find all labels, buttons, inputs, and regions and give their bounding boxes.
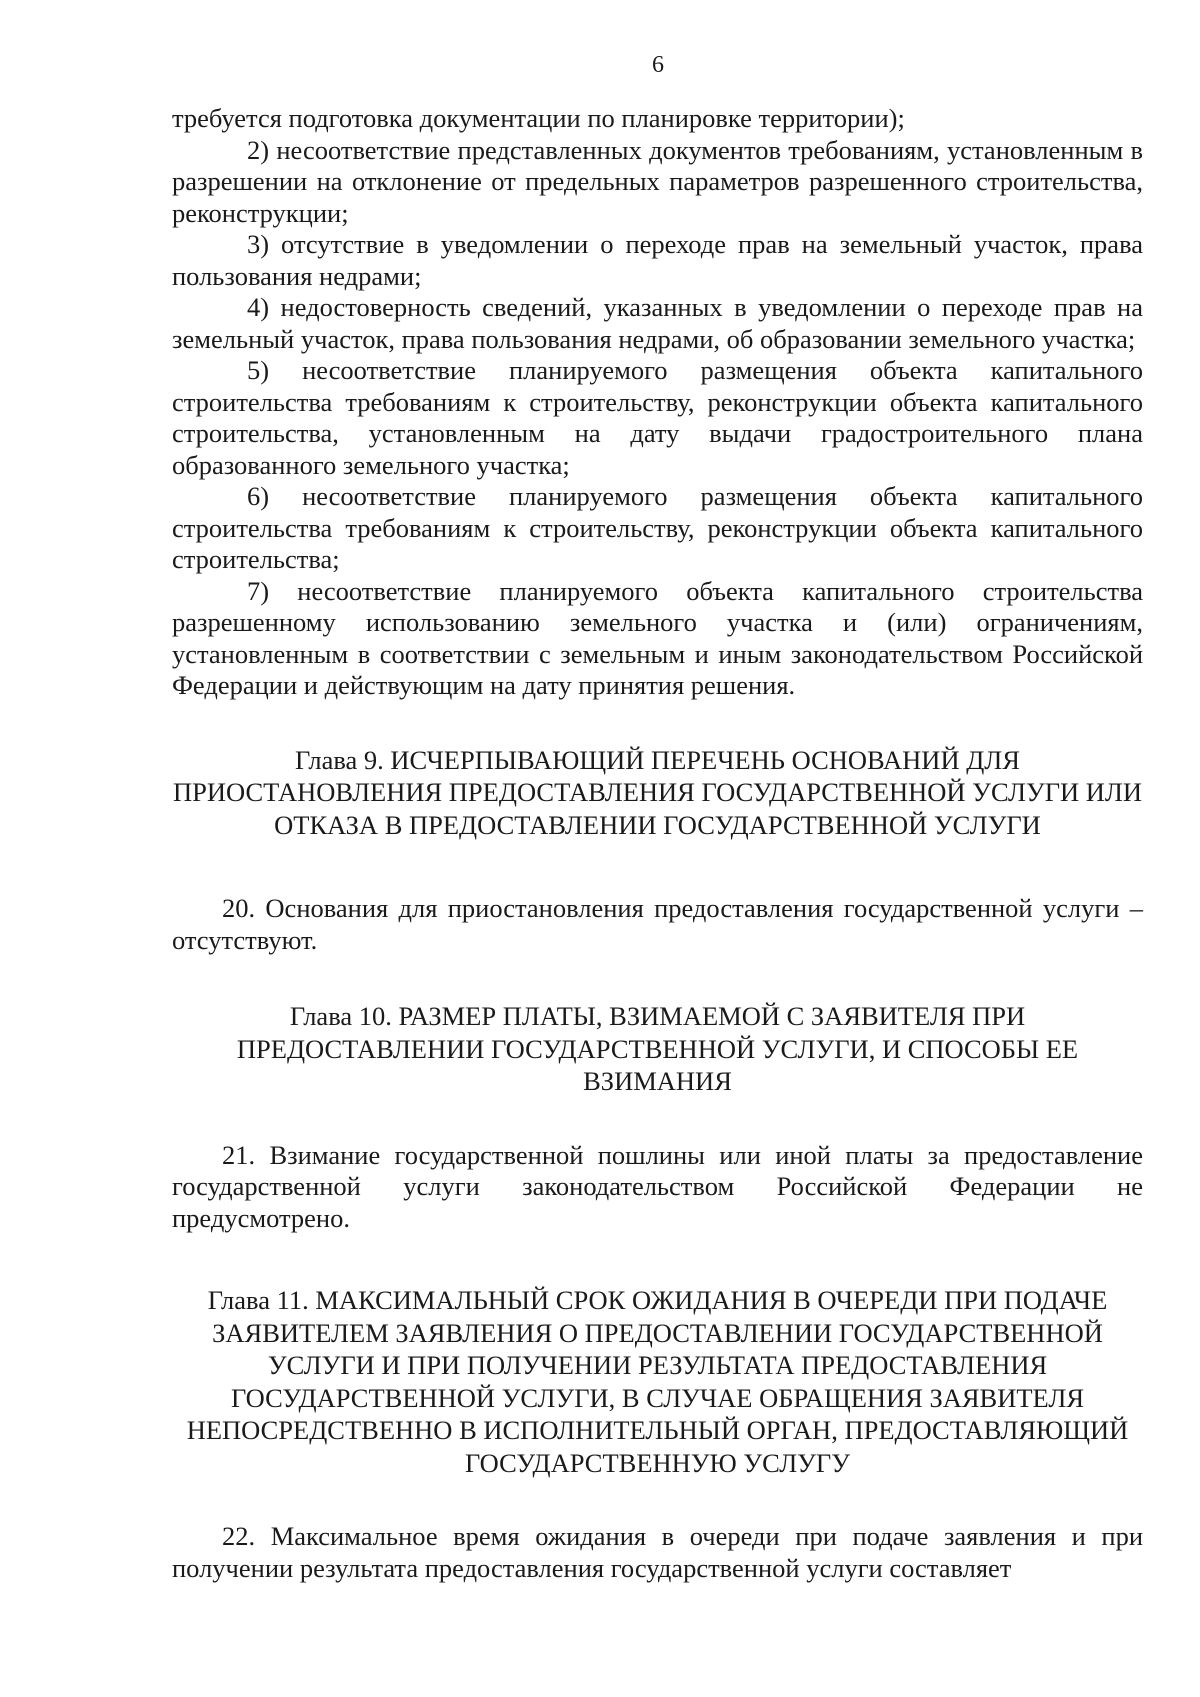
paragraph-21: 21. Взимание государственной пошлины или иной платы за предоставление государственной услуги законодательством Российской Федерации не предусмотрено.: [172, 1139, 1143, 1233]
paragraph-20: 20. Основания для приостановления предоставления государственной услуги – отсутствуют.: [172, 893, 1143, 955]
chapter-9-heading: Глава 9. ИСЧЕРПЫВАЮЩИЙ ПЕРЕЧЕНЬ ОСНОВАНИЙ ДЛЯ ПРИОСТАНОВЛЕНИЯ ПРЕДОСТАВЛЕНИЯ ГОСУДАРСТВЕННОЙ УСЛУГИ ИЛИ ОТКАЗА В ПРЕДОСТАВЛЕНИИ ГОСУДАРСТВЕННОЙ УСЛУГИ: [172, 744, 1143, 840]
chapter-11-heading: Глава 11. МАКСИМАЛЬНЫЙ СРОК ОЖИДАНИЯ В ОЧЕРЕДИ ПРИ ПОДАЧЕ ЗАЯВИТЕЛЕМ ЗАЯВЛЕНИЯ О ПРЕДОСТАВЛЕНИИ ГОСУДАРСТВЕННОЙ УСЛУГИ И ПРИ ПОЛУЧЕНИИ РЕЗУЛЬТАТА ПРЕДОСТАВЛЕНИЯ ГОСУДАРСТВЕННОЙ УСЛУГИ, В СЛУЧАЕ ОБРАЩЕНИЯ ЗАЯВИТЕЛЯ НЕПОСРЕДСТВЕННО В ИСПОЛНИТЕЛЬНЫЙ ОРГАН, ПРЕДОСТАВЛЯЮЩИЙ ГОСУДАРСТВЕННУЮ УСЛУГУ: [186, 1285, 1129, 1478]
document-body: [172, 103, 1143, 1584]
list-item-4: 4) недостоверность сведений, указанных в уведомлении о переходе прав на земельный участок, права пользования недрами, об образовании земельного участка;: [172, 292, 1143, 354]
list-item-6: 6) несоответствие планируемого размещения объекта капитального строительства требованиям к строительству, реконструкции объекта капитального строительства;: [172, 481, 1143, 574]
page-number: 6: [652, 52, 664, 78]
list-item-3: 3) отсутствие в уведомлении о переходе прав на земельный участок, права пользования недрами;: [172, 229, 1143, 291]
list-item-7: 7) несоответствие планируемого объекта капитального строительства разрешенному использованию земельного участка и (или) ограничениям, установленным в соответствии с земельным и иным законодательством Российской Федерации и действующим на дату принятия решения.: [172, 575, 1143, 700]
paragraph-22: 22. Максимальное время ожидания в очереди при подаче заявления и при получении результата предоставления государственной услуги составляет: [172, 1521, 1143, 1583]
list-item-5: 5) несоответствие планируемого размещения объекта капитального строительства требованиям к строительству, реконструкции объекта капитального строительства, установленным на дату выдачи градостроительного плана образованного земельного участка;: [172, 355, 1143, 480]
list-item-2: 2) несоответствие представленных документов требованиям, установленным в разрешении на отклонение от предельных параметров разрешенного строительства, реконструкции;: [172, 134, 1143, 228]
chapter-10-heading: Глава 10. РАЗМЕР ПЛАТЫ, ВЗИМАЕМОЙ С ЗАЯВИТЕЛЯ ПРИ ПРЕДОСТАВЛЕНИИ ГОСУДАРСТВЕННОЙ УСЛУГИ, И СПОСОБЫ ЕЕ ВЗИМАНИЯ: [236, 1001, 1079, 1096]
paragraph-continuation: требуется подготовка документации по планировке территории);: [172, 103, 905, 133]
